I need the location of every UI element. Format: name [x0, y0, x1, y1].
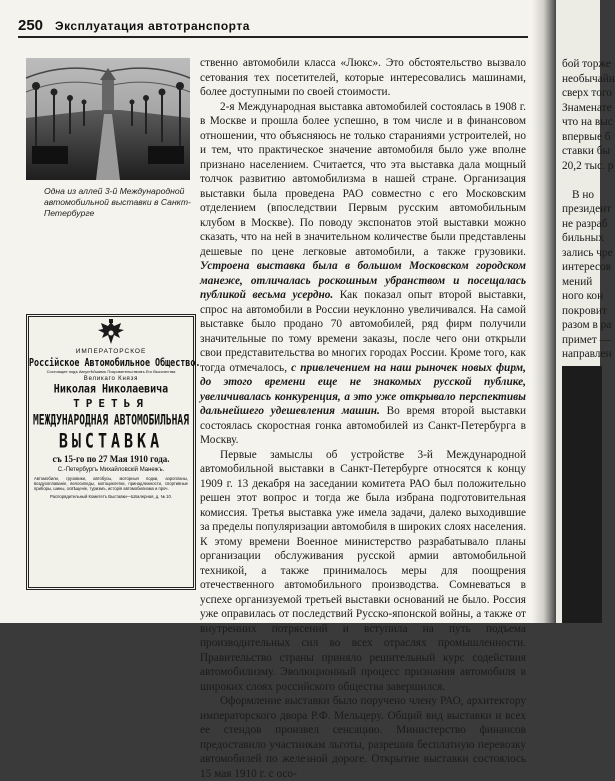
photo-caption: Одна из аллей 3-й Международной автомобильной выставки в Санкт-Петербурге: [44, 186, 191, 218]
right-line: примет —: [562, 334, 611, 346]
paragraph-3: Первые замыслы об устройстве 3-й Международной автомобильной выставки в Санкт-Петербурге относятся к концу 1909 г. 13 декабря на заседании комитета РАО был положительно решен этот вопрос и тогда же была избрана подготовительная комиссия. Третья выставка уже имела задачи, далеко выходившие за пределы популяризации автомобиля в широких слоях населения. К этому времени Военное министерство разрабатывало планы организации обслуживания русской армии автомобильной техникой, а также принималось меры для поощрения отечественного автомобильного производства. Сомневаться в успехе организуемой третьей выставки оснований не было. Россия уже оправилась от последствий Русско-японской войны, а также от внутренних потрясений и вступила на путь подъема производительных сил во всех отраслях промышленности. Правительство страны приняло решительный курс содействия автомобилизму. Эволюционный процесс признания автомобиля в широких слоях российского общества завершился.: [200, 448, 527, 693]
page-number: 250: [18, 17, 44, 34]
right-line: разом в ра: [562, 319, 612, 331]
poster-venue: С.-Петербургъ Михайловскій Манежъ.: [57, 467, 165, 473]
right-line: Знаменатe: [562, 102, 612, 114]
right-page-photo: [562, 366, 602, 623]
right-line: необычайн: [562, 73, 615, 85]
poster-society-name: Россійское Автомобильное Общество.: [29, 355, 201, 369]
poster-line-imperial: ИМПЕРАТОРСКОЕ: [75, 348, 147, 355]
exhibition-poster: [26, 314, 201, 590]
running-title: Эксплуатация автотранспорта: [55, 19, 250, 33]
right-line: покровит: [562, 305, 607, 317]
poster-exhibition-word: ВЫСТАВКА: [58, 429, 164, 453]
poster-grand-duke: Великаго Князя: [83, 376, 139, 382]
right-line: мений: [562, 276, 593, 288]
right-line: направлен: [562, 348, 612, 360]
book-page-right: [556, 0, 615, 623]
right-line: 20,2 тыс. р: [562, 160, 614, 172]
double-headed-eagle-icon: [95, 319, 127, 347]
paragraph-4: Оформление выставки было поручено члену РАО, архитектору императорского двора Р.Ф. Мельцеру. Общий вид выставки и всех ее стендов произвел сенсацию. Министерство финансов предоставило участникам льготы, разрешив бесплатную перевозку автомобилей по железной дороге. Открытие выставки состоялось 15 мая 1910 г. с осо-: [200, 695, 526, 780]
right-line: впервые б: [562, 131, 611, 143]
running-header: [18, 14, 528, 38]
right-line: зались чре: [562, 247, 613, 259]
right-line: интересов: [562, 261, 611, 273]
poster-patron-name: Николая Николаевича: [53, 383, 169, 396]
poster-committee: Распорядительный Комитетъ Выставки—Шпалерная, д. № 10.: [50, 493, 172, 499]
poster-sections: Автомобили, грузовики, автобусы, моторныя лодки, аэропланы, воздухоплаванiе, велосипеды, мотоциклетки, принадлежности, спортивные приборы, шины, освѣщенiе, туризмъ, исторiя автомобилизма и проч.: [34, 476, 188, 492]
right-line: В но: [572, 189, 595, 201]
emphasis-2: с привлечением на наш рыночек новых фирм, до этого времени еще не знакомых русской публике, увеличивалась конкуренция, а это уже открывало перспективы дальнейшего удешевления машин.: [200, 361, 526, 417]
right-line: ного кон: [562, 290, 604, 302]
paragraph-2: 2-я Международная выставка автомобилей состоялась в 1908 г. в Москве и прошла более успешно, в том числе и в финансовом отношении, что объясняюсь не только стараниями устроителей, но и тем, что практическое значение автомобиля было уже вполне признано населением. Считается, что эта выставка дала мощный толчок развитию автомобилизма в нашей стране. Организация выставки была проведена РАО совместно с его Московским отделением (впоследствии Первым русским автомобильным клубом в Москве). По поводу экспонатов этой выставки можно сказать, что на ней в значительном количестве были представлены дешевые по цене легковые автомобили, а также грузовики. Устроена выставка была в большом Московском городском манеже, отличалась роскошным убранством и посещалась публикой весьма усердно. Как показал опыт второй выставки, спрос на автомобили в России неуклонно увеличивался. На самой выставке было продано 70 автомобилей, ряд фирм получили значительные по тому времени заказы, после чего они открыли свои представительства во многих городах России. Кроме того, как тогда отмечалось, с привлечением на наш рыночек новых фирм, до этого времени еще не знакомых русской публике, увеличивалась конкуренция, а это уже открывало перспективы дальнейшего удешевления машин. Во время второй выставки состоялась скоростная гонка автомобилей из Санкт-Петербурга в Москву.: [200, 100, 526, 446]
right-line: бильных: [562, 232, 604, 244]
poster-exhibition-title: МЕЖДУНАРОДНАЯ АВТОМОБИЛЬНАЯ: [33, 412, 189, 429]
poster-patronage: Состоящее подъ Августѣйшимъ Покровительствомъ Его Высочества: [46, 369, 176, 374]
paragraph-1: ственно автомобили класса «Люкс». Это обстоятельство вызвало сетования тех посетителей, которые интересовались машинами, более доступными по своей стоимости.: [200, 57, 526, 98]
right-line: ставки бы: [562, 145, 611, 157]
right-line: не разраб: [562, 218, 608, 230]
emphasis-1: Устроена выставка была в большом Московском городском манеже, отличалась роскошным убранством и посещалась публикой весьма усердно.: [200, 260, 526, 301]
book-spine-shadow: [532, 0, 558, 623]
right-line: президент: [562, 203, 612, 215]
right-line: сверх того: [562, 87, 612, 99]
right-line: бой торже: [562, 58, 612, 70]
exhibition-alley-photo: [26, 58, 190, 180]
article-body: [200, 56, 526, 781]
right-line: что на выс: [562, 116, 613, 128]
poster-dates: съ 15-го по 27 Мая 1910 года.: [52, 454, 170, 464]
poster-third: ТРЕТЬЯ: [73, 397, 149, 410]
